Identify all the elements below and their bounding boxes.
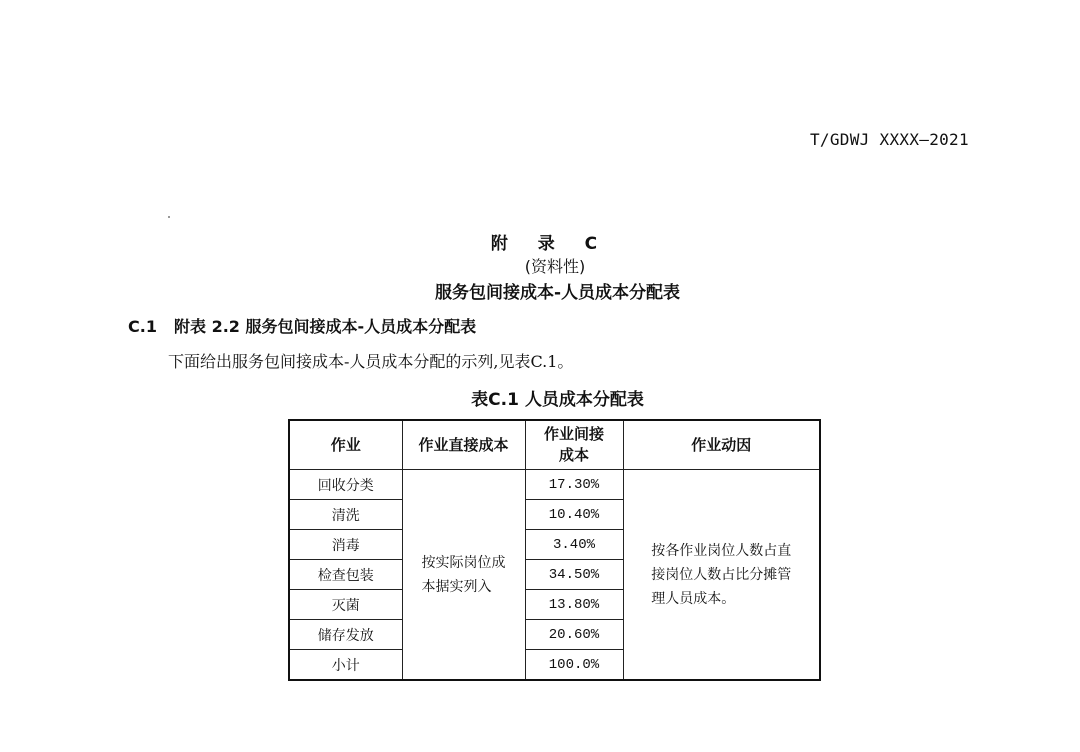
driver-note-line3: 理人员成本。 [651, 590, 736, 607]
header-indirect-cost [525, 420, 623, 470]
appendix-title: 附 录 C [490, 234, 610, 254]
indirect-cost-cell: 10.40% [525, 500, 623, 530]
indirect-cost-cell: 34.50% [525, 560, 623, 590]
scan-speck [168, 216, 170, 218]
driver-note-line2: 接岗位人数占比分摊管 [651, 566, 792, 583]
activity-cell: 灭菌 [289, 590, 402, 620]
activity-cell: 回收分类 [289, 470, 402, 500]
header-indirect-cost-line1: 作业间接 [543, 425, 604, 443]
activity-cell: 储存发放 [289, 620, 402, 650]
direct-cost-note-line1: 按实际岗位成 [421, 554, 506, 571]
table-caption: 表C.1 人员成本分配表 [471, 390, 644, 410]
table-row [289, 470, 820, 500]
appendix-type: (资料性) [524, 257, 586, 276]
document-code: T/GDWJ XXXX—2021 [810, 130, 969, 149]
indirect-cost-cell: 20.60% [525, 620, 623, 650]
indirect-cost-cell: 100.0% [525, 650, 623, 681]
cost-allocation-table [288, 419, 821, 681]
appendix-name: 服务包间接成本-人员成本分配表 [434, 283, 681, 303]
activity-cell: 小计 [289, 650, 402, 681]
section-title: 附表 2.2 服务包间接成本-人员成本分配表 [174, 317, 477, 336]
section-heading [128, 314, 476, 337]
activity-cell: 消毒 [289, 530, 402, 560]
header-activity: 作业 [289, 420, 402, 470]
header-direct-cost: 作业直接成本 [402, 420, 525, 470]
activity-cell: 清洗 [289, 500, 402, 530]
activity-cell: 检查包装 [289, 560, 402, 590]
table-header-row [289, 420, 820, 470]
indirect-cost-cell: 13.80% [525, 590, 623, 620]
direct-cost-note-line2: 本据实列入 [421, 578, 492, 595]
header-driver: 作业动因 [623, 420, 820, 470]
direct-cost-note [402, 470, 525, 681]
driver-note-line1: 按各作业岗位人数占直 [651, 542, 792, 559]
intro-paragraph: 下面给出服务包间接成本-人员成本分配的示列,见表C.1。 [168, 352, 574, 371]
indirect-cost-cell: 3.40% [525, 530, 623, 560]
driver-note [623, 470, 820, 681]
header-indirect-cost-line2: 成本 [558, 446, 589, 464]
section-number: C.1 [128, 317, 157, 336]
indirect-cost-cell: 17.30% [525, 470, 623, 500]
